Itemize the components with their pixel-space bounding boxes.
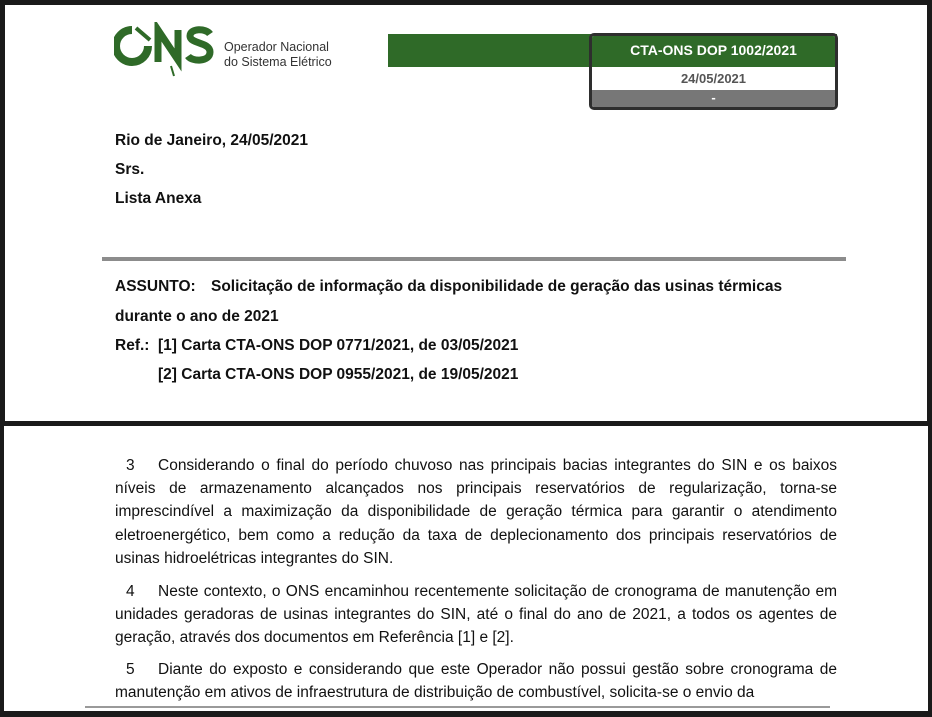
paragraph-number: 4 (126, 583, 135, 600)
subject-line-2: durante o ano de 2021 (115, 308, 279, 325)
paragraph-number: 5 (126, 661, 135, 678)
reference-label: Ref.: (115, 337, 150, 354)
paragraph-3 (115, 454, 837, 570)
ons-logo (114, 22, 334, 78)
frame-bottom-border (0, 711, 932, 717)
recipients: Lista Anexa (115, 190, 202, 207)
place-date: Rio de Janeiro, 24/05/2021 (115, 132, 308, 149)
paragraph-text: Neste contexto, o ONS encaminhou recentemente solicitação de cronograma de manutenção em unidades geradoras de usinas integrantes do SIN, até o final do ano de 2021, a todos os agentes de geração, através dos documentos em Referência [1] e [2]. (115, 583, 837, 647)
paragraph-text: Diante do exposto e considerando que este Operador não possui gestão sobre cronograma de manutenção em ativos de infraestrutura de distribuição de combustível, solicita-se o envio da (115, 661, 837, 702)
document-code: CTA-ONS DOP 1002/2021 (592, 36, 835, 67)
subject-line-1: Solicitação de informação da disponibilidade de geração das usinas térmicas (211, 278, 783, 295)
document-id-box (589, 33, 838, 110)
ons-logo-mark-icon (114, 22, 216, 78)
paragraph-text: Considerando o final do período chuvoso nas principais bacias integrantes do SIN e os baixos níveis de armazenamento alcançados nos principais reservatórios de regularização, torna-se imprescindível a maximização da disponibilidade de geração térmica para garantir o atendimento eletroenergético, bem como a redução da taxa de deplecionamento dos principais reservatórios de usinas hidroelétricas integrantes do SIN. (115, 457, 837, 567)
salutation: Srs. (115, 161, 145, 178)
paragraph-number: 3 (126, 457, 135, 474)
reference-1: [1] Carta CTA-ONS DOP 0771/2021, de 03/05/2021 (158, 337, 519, 354)
frame-right-border-lower (928, 426, 932, 717)
frame-left-border-lower (0, 426, 4, 717)
logo-line-2: do Sistema Elétrico (224, 55, 332, 69)
paragraph-4 (115, 580, 837, 650)
page-cut-line (85, 706, 830, 708)
frame-left-border (0, 0, 5, 424)
subject-rule (102, 257, 846, 261)
logo-line-1: Operador Nacional (224, 40, 329, 54)
subject-label: ASSUNTO: (115, 278, 196, 295)
document-date: 24/05/2021 (680, 71, 747, 86)
logo-caption (224, 40, 332, 70)
section-divider-bar (0, 421, 932, 426)
paragraph-5 (115, 658, 837, 704)
frame-right-border (927, 0, 932, 424)
frame-top-border (0, 0, 932, 5)
document-footer-field: - (592, 90, 835, 110)
reference-2: [2] Carta CTA-ONS DOP 0955/2021, de 19/05/2021 (158, 366, 519, 383)
